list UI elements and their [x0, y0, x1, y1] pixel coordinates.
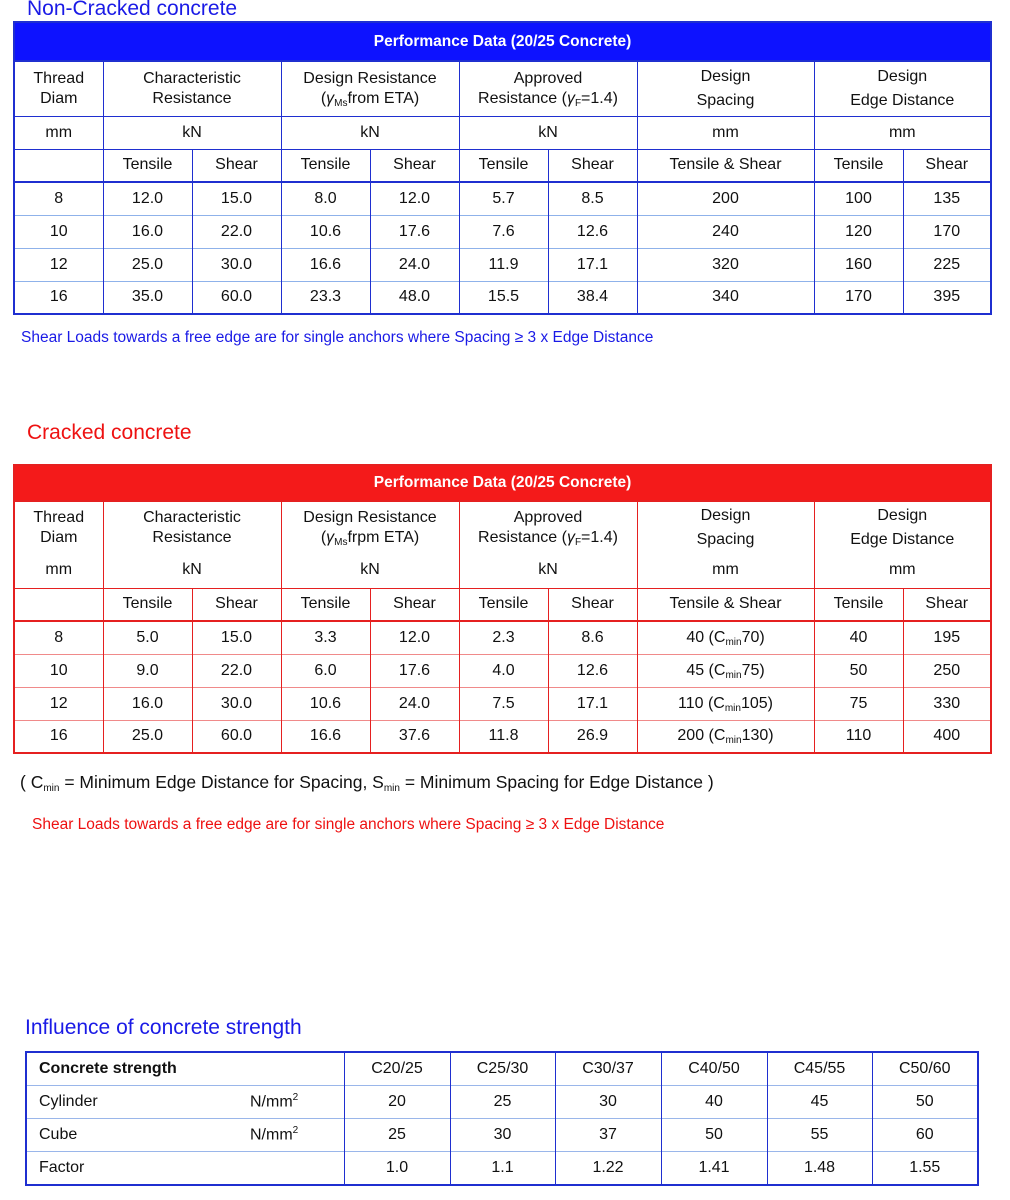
- blank-cell: [14, 149, 103, 182]
- sub-header: Tensile: [281, 588, 370, 621]
- sub-header: Shear: [548, 588, 637, 621]
- design-resistance-header: Design Resistance ($\gamma_{Ms}from$ ETA): [281, 61, 459, 116]
- table-row: 8 12.0 15.0 8.0 12.0 5.7 8.5 200 100 135: [14, 182, 991, 215]
- table-row: 12 16.0 30.0 10.6 24.0 7.5 17.1 110 $(C_{min}105)$ 75 330: [14, 687, 991, 720]
- table-row: 8 5.0 15.0 3.3 12.0 2.3 8.6 40 $(C_{min}70)$ 40 195: [14, 621, 991, 654]
- banner: Performance Data (20/25 Concrete): [14, 465, 991, 501]
- table-row: 16 25.0 60.0 16.6 37.6 11.8 26.9 200 $(C_{min}130)$ 110 400: [14, 720, 991, 753]
- unit-cell: kN: [103, 116, 281, 149]
- table-row: 10 16.0 22.0 10.6 17.6 7.6 12.6 240 120 170: [14, 215, 991, 248]
- cracked-title: Cracked concrete: [27, 421, 192, 444]
- sub-header: Shear: [370, 149, 459, 182]
- unit-cell: mm: [14, 116, 103, 149]
- concrete-strength-label: Concrete strength: [39, 1060, 177, 1077]
- cmin-definition: ( $C_{min}$ = Minimum Edge Distance for Spacing, $S_{min}$ = Minimum Spacing for Edge Distance ): [20, 772, 714, 794]
- sub-header: Shear: [548, 149, 637, 182]
- approved-resistance-header: Approved Resistance $(\gamma_F=1.4)$: [459, 61, 637, 116]
- unit-cell: kN: [459, 116, 637, 149]
- sub-header: Shear: [192, 149, 281, 182]
- edge-distance-header: Design Edge Distance: [814, 501, 991, 553]
- non-cracked-note: Shear Loads towards a free edge are for single anchors where Spacing ≥ 3 x Edge Distance: [21, 329, 654, 346]
- approved-resistance-header: Approved Resistance $(\gamma_F=1.4)$: [459, 501, 637, 553]
- design-spacing-header: Design Spacing: [637, 61, 814, 116]
- sub-header: Tensile: [459, 149, 548, 182]
- table-row: Cylinder $N/mm^2$ 20 25 30 40 45 50: [26, 1086, 978, 1119]
- sub-header: Tensile: [814, 149, 903, 182]
- sub-header: Tensile & Shear: [637, 149, 814, 182]
- unit-cell: mm: [814, 553, 991, 588]
- sub-header: Shear: [370, 588, 459, 621]
- influence-table: [25, 1051, 979, 1186]
- table-row: 10 9.0 22.0 6.0 17.6 4.0 12.6 45 $(C_{min}75)$ 50 250: [14, 654, 991, 687]
- cracked-table: [13, 464, 992, 754]
- unit-cell: kN: [459, 553, 637, 588]
- unit-cell: kN: [103, 553, 281, 588]
- cracked-note: Shear Loads towards a free edge are for single anchors where Spacing ≥ 3 x Edge Distance: [32, 816, 665, 833]
- non-cracked-title: Non-Cracked concrete: [27, 0, 238, 20]
- blank-cell: [14, 588, 103, 621]
- sub-header: Tensile: [814, 588, 903, 621]
- sub-header: Tensile: [103, 149, 192, 182]
- table-row: 16 35.0 60.0 23.3 48.0 15.5 38.4 340 170 395: [14, 281, 991, 314]
- edge-distance-header: Design Edge Distance: [814, 61, 991, 116]
- characteristic-header: Characteristic Resistance: [103, 61, 281, 116]
- sub-header: Shear: [903, 149, 991, 182]
- design-resistance-header: Design Resistance ($\gamma_{Ms}frpm$ ETA): [281, 501, 459, 553]
- table-row: Factor 1.0 1.1 1.22 1.41 1.48 1.55: [26, 1152, 978, 1186]
- design-spacing-header: Design Spacing: [637, 501, 814, 553]
- table-row: 12 25.0 30.0 16.6 24.0 11.9 17.1 320 160 225: [14, 248, 991, 281]
- sub-header: Tensile: [103, 588, 192, 621]
- characteristic-header: Characteristic Resistance: [103, 501, 281, 553]
- thread-diam-header: Thread Diam: [33, 69, 85, 107]
- table-row: Cube $N/mm^2$ 25 30 37 50 55 60: [26, 1119, 978, 1152]
- unit-cell: mm: [637, 553, 814, 588]
- unit-cell: kN: [281, 116, 459, 149]
- banner: Performance Data (20/25 Concrete): [14, 22, 991, 61]
- unit-cell: kN: [281, 553, 459, 588]
- sub-header: Tensile & Shear: [637, 588, 814, 621]
- sub-header: Shear: [192, 588, 281, 621]
- sub-header: Tensile: [459, 588, 548, 621]
- sub-header: Shear: [903, 588, 991, 621]
- non-cracked-table: [13, 21, 992, 315]
- table-row: Concrete strength C20/25 C25/30 C30/37 C40/50 C45/55 C50/60: [26, 1052, 978, 1086]
- sub-header: Tensile: [281, 149, 370, 182]
- unit-cell: mm: [814, 116, 991, 149]
- unit-cell: mm: [637, 116, 814, 149]
- unit-cell: mm: [45, 561, 73, 579]
- influence-title: Influence of concrete strength: [25, 1016, 302, 1039]
- thread-diam-header: Thread Diam: [33, 508, 85, 546]
